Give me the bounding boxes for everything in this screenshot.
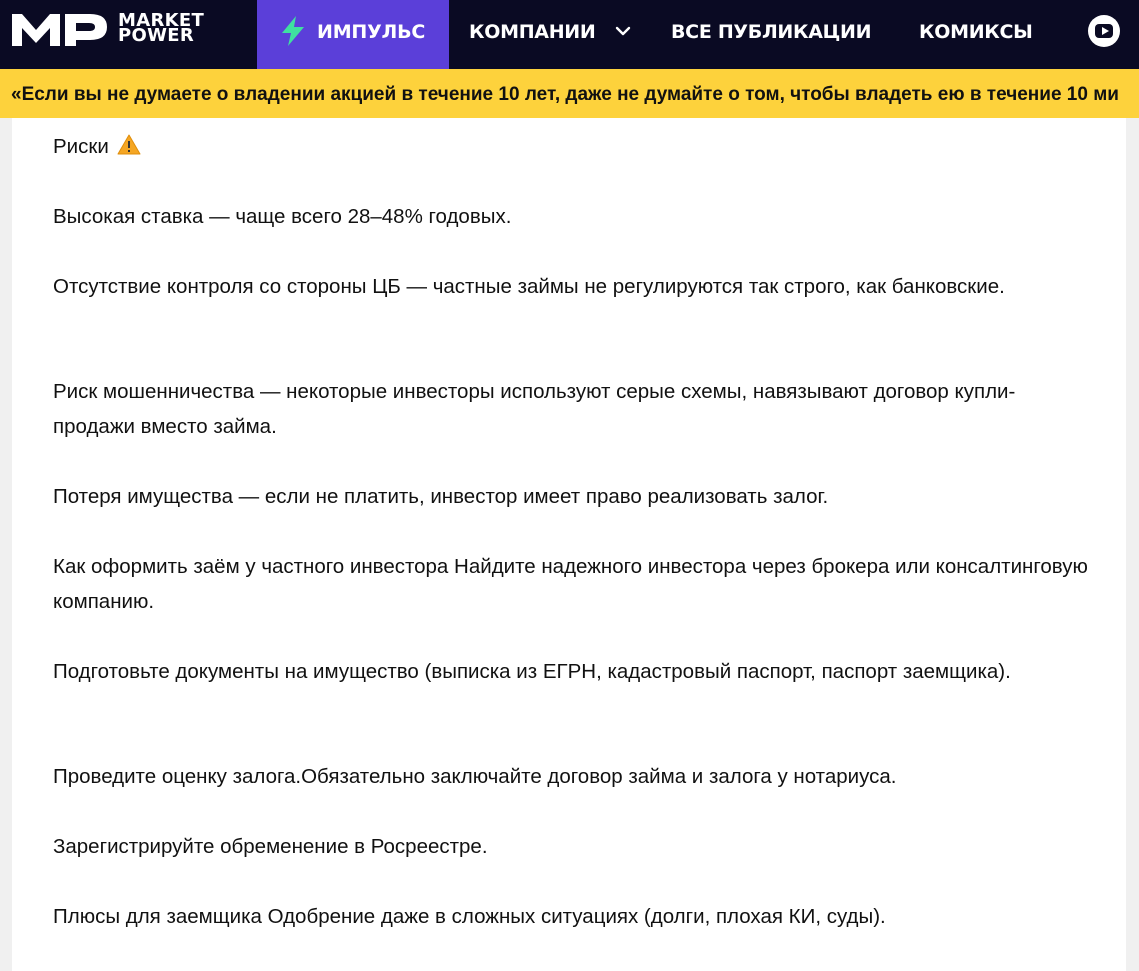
youtube-icon[interactable] [1088,15,1120,47]
logo-line-1: MARKET [118,10,205,31]
paragraph: Отсутствие контроля со стороны ЦБ — частные займы не регулируются так строго, как банковские. [53,275,1005,298]
paragraph: Как оформить заём у частного инвестора Найдите надежного инвестора через брокера или консалтинговую компанию. [53,555,1088,613]
top-navigation [0,0,1139,69]
paragraph: Потеря имущества — если не платить, инвестор имеет право реализовать залог. [53,485,829,508]
paragraph: Подготовьте документы на имущество (выписка из ЕГРН, кадастровый паспорт, паспорт заемщика). [53,660,1011,683]
nav-item-comics[interactable]: КОМИКСЫ [919,21,1033,43]
ticker-text: «Если вы не думаете о владении акцией в течение 10 лет, даже не думайте о том, чтобы владеть ею в течение 10 ми [11,84,1119,105]
logo-mark [12,12,112,46]
lightning-icon [280,16,306,46]
paragraph: Плюсы для заемщика Одобрение даже в сложных ситуациях (долги, плохая КИ, суды). [53,905,886,928]
nav-item-impulse-label: ИМПУЛЬС [317,21,426,43]
nav-item-impulse[interactable] [257,0,449,69]
paragraph: Зарегистрируйте обременение в Росреестре. [53,835,488,858]
risks-heading [53,129,1093,164]
logo-wordmark [118,10,205,46]
paragraph: Проведите оценку залога.Обязательно заключайте договор займа и залога у нотариуса. [53,765,897,788]
chevron-down-icon[interactable] [615,23,631,39]
quote-ticker [0,69,1139,118]
youtube-play-glyph [1102,27,1109,35]
article-body [12,118,1126,971]
nav-item-all-publications[interactable]: ВСЕ ПУБЛИКАЦИИ [671,21,872,43]
warning-icon [117,134,141,155]
marketpower-logo[interactable] [12,12,212,52]
paragraph: Риск мошенничества — некоторые инвесторы используют серые схемы, навязывают договор купли-продажи вместо займа. [53,380,1016,438]
logo-line-2: POWER [118,25,195,46]
risks-heading-text: Риски [53,135,109,158]
paragraph: Высокая ставка — чаще всего 28–48% годовых. [53,205,512,228]
nav-item-companies[interactable]: КОМПАНИИ [469,21,596,43]
